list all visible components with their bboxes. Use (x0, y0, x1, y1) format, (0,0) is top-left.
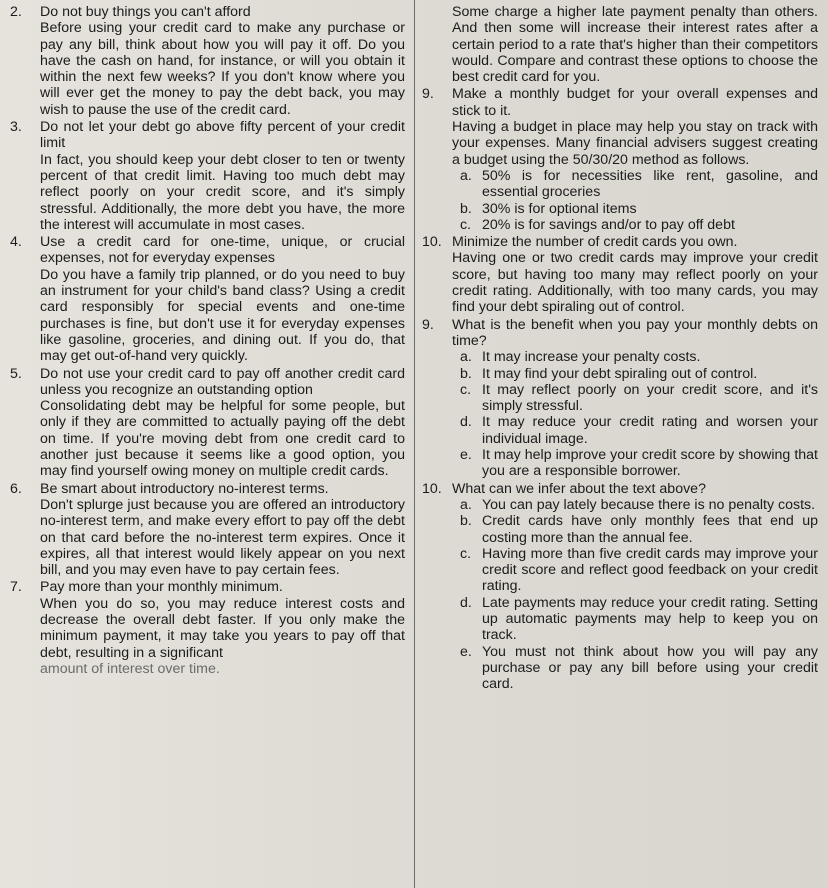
item-body: Some charge a higher late payment penalty than others. And then some will increase their interest rates after a certain period to a rate that's higher than their competitors would. Compare and contrast these options to choose the best credit card for you. (452, 4, 818, 86)
item-heading: Do not buy things you can't afford (40, 4, 251, 20)
column-divider (414, 0, 415, 888)
option-letter: a. (460, 349, 472, 366)
item-body: Having a budget in place may help you stay on track with your expenses. Many financial advisers suggest creating a budget using the 50/30/20 method as follows. (452, 119, 818, 168)
answer-option[interactable] (452, 366, 818, 382)
answer-option[interactable] (452, 349, 818, 365)
item-number: 6. (10, 480, 22, 497)
item-heading: Use a credit card for one-time, unique, or crucial expenses, not for everyday expenses (40, 234, 405, 267)
budget-sub-item (452, 217, 818, 233)
tip-item (10, 579, 405, 677)
question-text: What is the benefit when you pay your monthly debts on time? (452, 316, 818, 349)
item-heading: Do not let your debt go above fifty percent of your credit limit (40, 119, 405, 152)
option-letter: d. (460, 414, 472, 431)
option-letter: b. (460, 513, 472, 530)
item-body: Having one or two credit cards may improve your credit score, but having too many may reflect poorly on your credit rating. Additionally, with too many cards, you may find your debt spiraling out of control. (452, 250, 818, 316)
option-text: It may increase your penalty costs. (482, 349, 701, 366)
option-letter: c. (460, 381, 472, 398)
sub-text: 30% is for optional items (482, 200, 637, 217)
answer-option[interactable] (452, 595, 818, 644)
item-number: 5. (10, 365, 22, 382)
answer-option[interactable] (452, 513, 818, 546)
option-text: You must not think about how you will pay any purchase or pay any bill before using your credit card. (482, 643, 818, 693)
item-body: Do you have a family trip planned, or do you need to buy an instrument for your child's band class? Using a credit card responsibly for special events and one-time purchases is fine, but don't use it for everyday expenses like gasoline, groceries, and dining out. If you do, that may get out-of-hand very quickly. (40, 266, 405, 365)
question-text: What can we infer about the text above? (452, 480, 706, 497)
option-text: It may help improve your credit score by showing that you are a responsible borrower. (482, 447, 818, 480)
option-letter: c. (460, 545, 472, 562)
question-item (422, 481, 818, 693)
answer-option[interactable] (452, 414, 818, 447)
option-text: Having more than five credit cards may improve your credit score and reflect good feedback on your credit rating. (482, 545, 818, 595)
answer-option[interactable] (452, 644, 818, 693)
option-text: Credit cards have only monthly fees that end up costing more than the annual fee. (482, 513, 818, 546)
tip-item (10, 119, 405, 233)
item-body: When you do so, you may reduce interest costs and decrease the overall debt faster. If you only make the minimum payment, it may take you years to pay off that debt, resulting in a significant (40, 595, 405, 661)
sub-text: 50% is for necessities like rent, gasoline, and essential groceries (482, 167, 818, 201)
item-heading: Make a monthly budget for your overall expenses and stick to it. (452, 86, 818, 119)
question-item (422, 317, 818, 480)
answer-option[interactable] (452, 447, 818, 480)
item-heading: Do not use your credit card to pay off another credit card unless you recognize an outstanding option (40, 365, 405, 398)
item-number: 3. (10, 119, 22, 136)
sub-letter: b. (460, 200, 472, 217)
item-body: Consolidating debt may be helpful for some people, but only if they are committed to actually paying off the debt on time. If you're moving debt from one credit card to another just because it seems like a good option, you may find yourself owing money on multiple credit cards. (40, 398, 405, 480)
tip-item (10, 366, 405, 480)
option-letter: e. (460, 643, 472, 660)
sub-letter: c. (460, 216, 472, 233)
option-letter: d. (460, 594, 472, 611)
item-number: 10. (422, 234, 442, 251)
question-number: 10. (422, 480, 442, 497)
option-text: You can pay lately because there is no penalty costs. (482, 496, 816, 513)
item-number: 4. (10, 234, 22, 251)
item-heading: Be smart about introductory no-interest terms. (40, 480, 329, 497)
answer-option[interactable] (452, 497, 818, 513)
tip-item (10, 481, 405, 579)
item-body: In fact, you should keep your debt closer to ten or twenty percent of that credit limit. Having too much debt may reflect poorly on your credit score, and it's simply stressful. Additionally, the more debt you have, the more the interest will accumulate in most cases. (40, 151, 405, 233)
sub-text: 20% is for savings and/or to pay off debt (482, 216, 735, 233)
option-letter: b. (460, 365, 472, 382)
item-number: 2. (10, 4, 22, 20)
tip-item (10, 4, 405, 118)
option-text: Late payments may reduce your credit rating. Setting up automatic payments may help to keep you on track. (482, 594, 818, 644)
option-text: It may find your debt spiraling out of control. (482, 365, 758, 382)
option-letter: e. (460, 447, 472, 464)
tip-item (422, 86, 818, 233)
option-text: It may reduce your credit rating and worsen your individual image. (482, 414, 818, 447)
cut-off-line: amount of interest over time. (40, 660, 220, 677)
item-heading: Minimize the number of credit cards you own. (452, 234, 738, 251)
continued-paragraph (422, 4, 818, 85)
left-column (10, 4, 405, 678)
option-text: It may reflect poorly on your credit score, and it's simply stressful. (482, 381, 818, 415)
item-heading: Pay more than your monthly minimum. (40, 579, 283, 596)
item-body: Before using your credit card to make any purchase or pay any bill, think about how you will pay it off. Do you have the cash on hand, for instance, or will you obtain it within the next few weeks? If you don't know where you will ever get the money to pay the debt back, you may wish to pause the use of the credit card. (40, 20, 405, 118)
question-number: 9. (422, 316, 434, 333)
tip-item (10, 234, 405, 364)
item-number: 9. (422, 86, 434, 103)
item-number: 7. (10, 579, 22, 596)
item-body: Don't splurge just because you are offered an introductory no-interest term, and make every effort to pay off the debt on that card before the no-interest term expires. Once it expires, all that interest would likely appear on you next bill, and you may even have to pay certain fees. (40, 496, 405, 579)
sub-letter: a. (460, 167, 472, 184)
right-column (422, 4, 818, 693)
budget-sub-item (452, 168, 818, 201)
option-letter: a. (460, 496, 472, 513)
tip-item (422, 234, 818, 315)
answer-option[interactable] (452, 546, 818, 595)
budget-sub-item (452, 201, 818, 217)
answer-option[interactable] (452, 382, 818, 415)
